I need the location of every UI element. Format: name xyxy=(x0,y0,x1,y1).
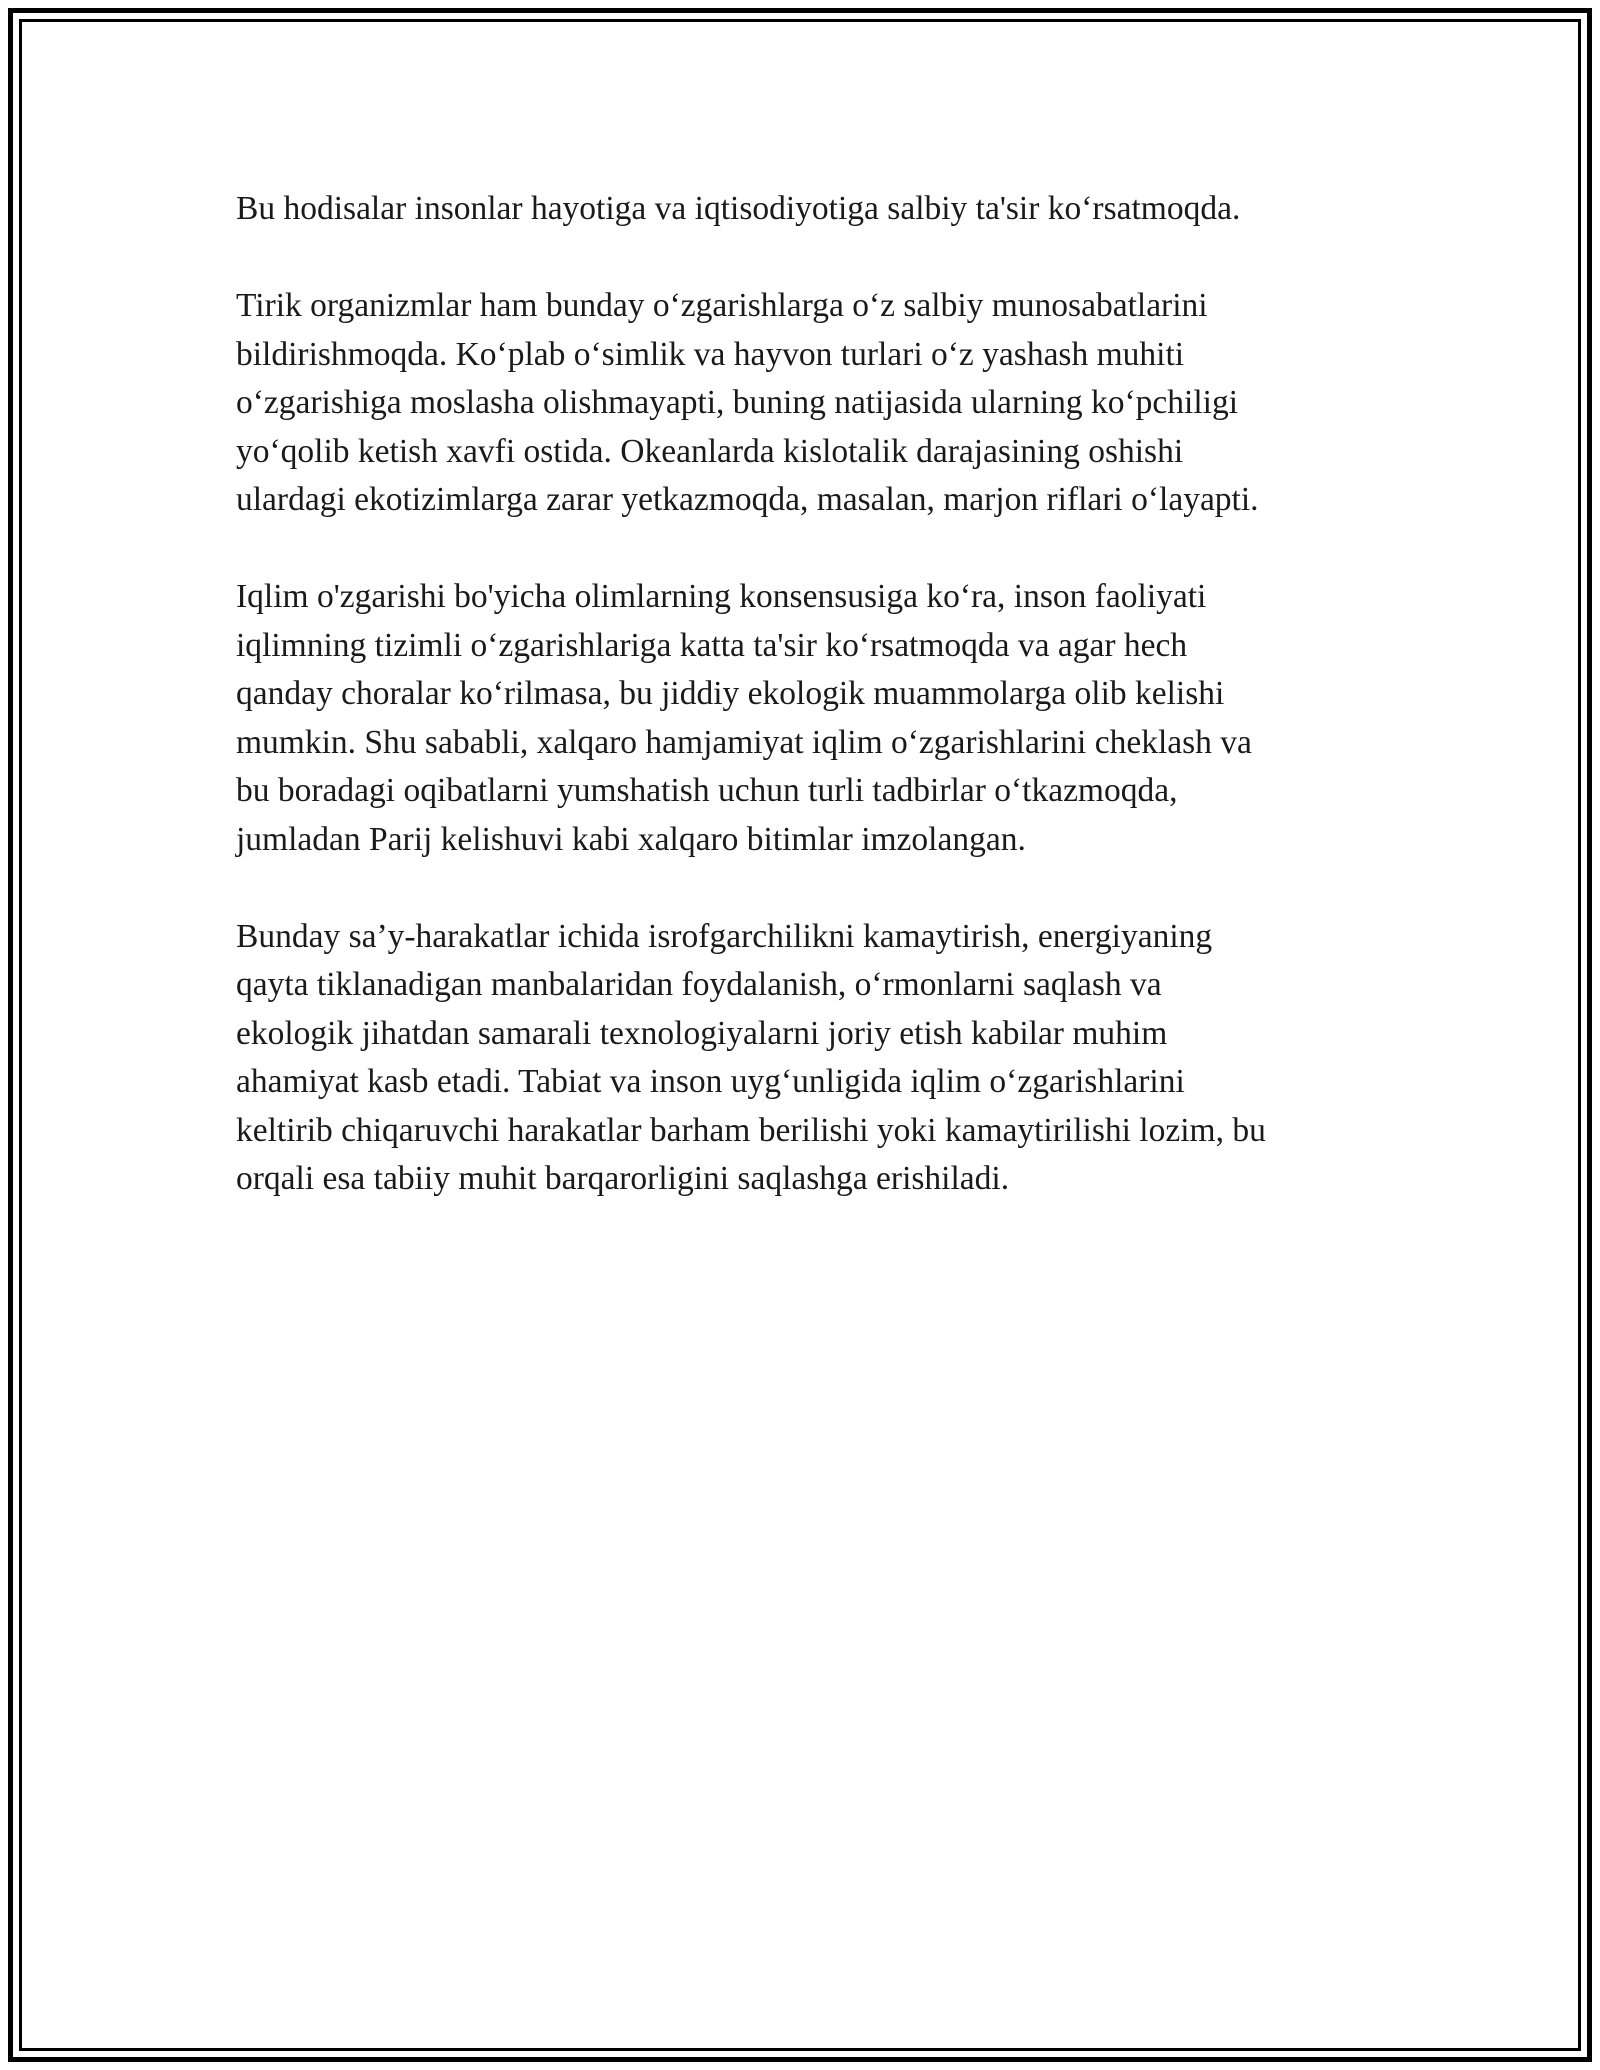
document-body xyxy=(236,185,1376,1252)
text-line: jumladan Parij kelishuvi kabi xalqaro bitimlar imzolangan. xyxy=(236,820,1026,858)
paragraph-4 xyxy=(236,913,1376,1204)
paragraph-3 xyxy=(236,573,1376,864)
text-line: iqlimning tizimli o‘zgarishlariga katta ta'sir ko‘rsatmoqda va agar hech xyxy=(236,626,1188,664)
text-line: yo‘qolib ketish xavfi ostida. Okeanlarda kislotalik darajasining oshishi xyxy=(236,432,1184,470)
text-line: keltirib chiqaruvchi harakatlar barham berilishi yoki kamaytirilishi lozim, bu xyxy=(236,1111,1266,1149)
text-line: orqali esa tabiiy muhit barqarorligini saqlashga erishiladi. xyxy=(236,1160,1010,1197)
text-line: Tirik organizmlar ham bunday o‘zgarishlarga o‘z salbiy munosabatlarini xyxy=(236,287,1208,324)
text-line: bu boradagi oqibatlarni yumshatish uchun turli tadbirlar o‘tkazmoqda, xyxy=(236,772,1178,809)
text-line: qayta tiklanadigan manbalaridan foydalanish, o‘rmonlarni saqlash va xyxy=(236,966,1162,1003)
text-line: Iqlim o'zgarishi bo'yicha olimlarning konsensusiga ko‘ra, inson faoliyati xyxy=(236,578,1207,615)
text-line: bildirishmoqda. Ko‘plab o‘simlik va hayvon turlari o‘z yashash muhiti xyxy=(236,335,1185,373)
text-line: Bunday sa’y-harakatlar ichida isrofgarchilikni kamaytirish, energiyaning xyxy=(236,917,1213,955)
text-line: ekologik jihatdan samarali texnologiyalarni joriy etish kabilar muhim xyxy=(236,1014,1168,1052)
text-line: o‘zgarishiga moslasha olishmayapti, buning natijasida ularning ko‘pchiligi xyxy=(236,384,1239,421)
paragraph-1 xyxy=(236,185,1376,234)
text-line: mumkin. Shu sababli, xalqaro hamjamiyat iqlim o‘zgarishlarini cheklash va xyxy=(236,723,1252,761)
text-line: ulardagi ekotizimlarga zarar yetkazmoqda, masalan, marjon riflari o‘layapti. xyxy=(236,481,1259,518)
paragraph-2 xyxy=(236,282,1376,525)
text-line: qanday choralar ko‘rilmasa, bu jiddiy ekologik muammolarga olib kelishi xyxy=(236,675,1225,712)
text-line: ahamiyat kasb etadi. Tabiat va inson uyg‘unligida iqlim o‘zgarishlarini xyxy=(236,1063,1185,1100)
text-line: Bu hodisalar insonlar hayotiga va iqtisodiyotiga salbiy ta'sir ko‘rsatmoqda. xyxy=(236,190,1241,227)
